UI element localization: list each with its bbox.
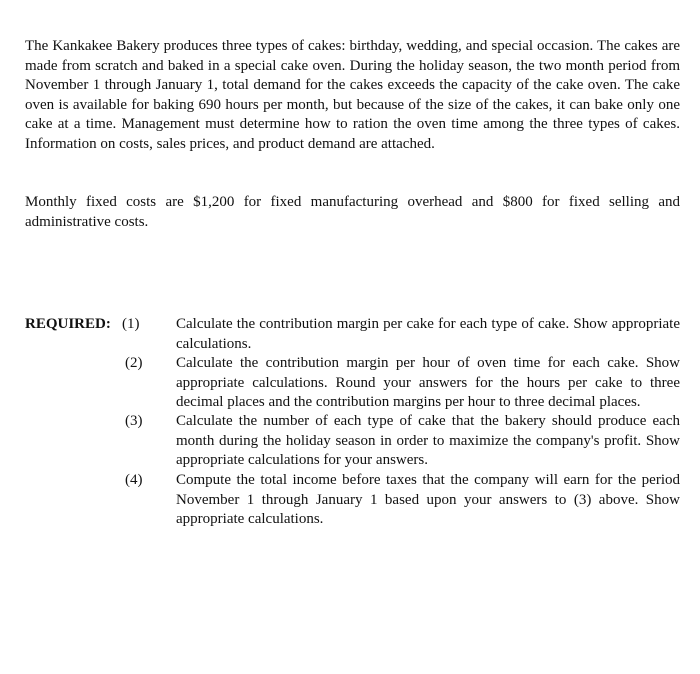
required-heading: REQUIRED:: [25, 316, 111, 332]
intro-paragraph: The Kankakee Bakery produces three types of cakes: birthday, wedding, and special occasion. The cakes are made from scratch and baked in a special cake oven. During the holiday season, the two month period from November 1 through January 1, total demand for the cakes exceeds the capacity of the cake oven. The cake oven is available for baking 690 hours per month, but because of the size of the cakes, it can bake only one cake at a time. Management must determine how to ration the oven time among the three types of cakes. Information on costs, sales prices, and product demand are attached.: [25, 38, 680, 152]
requirement-number: (1): [122, 316, 140, 332]
requirement-text: Calculate the contribution margin per cake for each type of cake. Show appropriate calculations.: [176, 316, 680, 352]
fixed-costs-paragraph: Monthly fixed costs are $1,200 for fixed manufacturing overhead and $800 for fixed selling and administrative costs.: [25, 194, 680, 230]
requirement-text: Compute the total income before taxes that the company will earn for the period November 1 through January 1 based upon your answers to (3) above. Show appropriate calculations.: [176, 472, 680, 527]
requirement-text: Calculate the contribution margin per hour of oven time for each cake. Show appropriate calculations. Round your answers for the hours per cake to three decimal places and the contribution margins per hour to three decimal places.: [176, 355, 680, 410]
requirement-number: (3): [125, 413, 143, 429]
requirement-text: Calculate the number of each type of cake that the bakery should produce each month during the holiday season in order to maximize the company's profit. Show appropriate calculations for your answers.: [176, 413, 680, 468]
requirement-number: (2): [125, 355, 143, 371]
requirement-number: (4): [125, 472, 143, 488]
